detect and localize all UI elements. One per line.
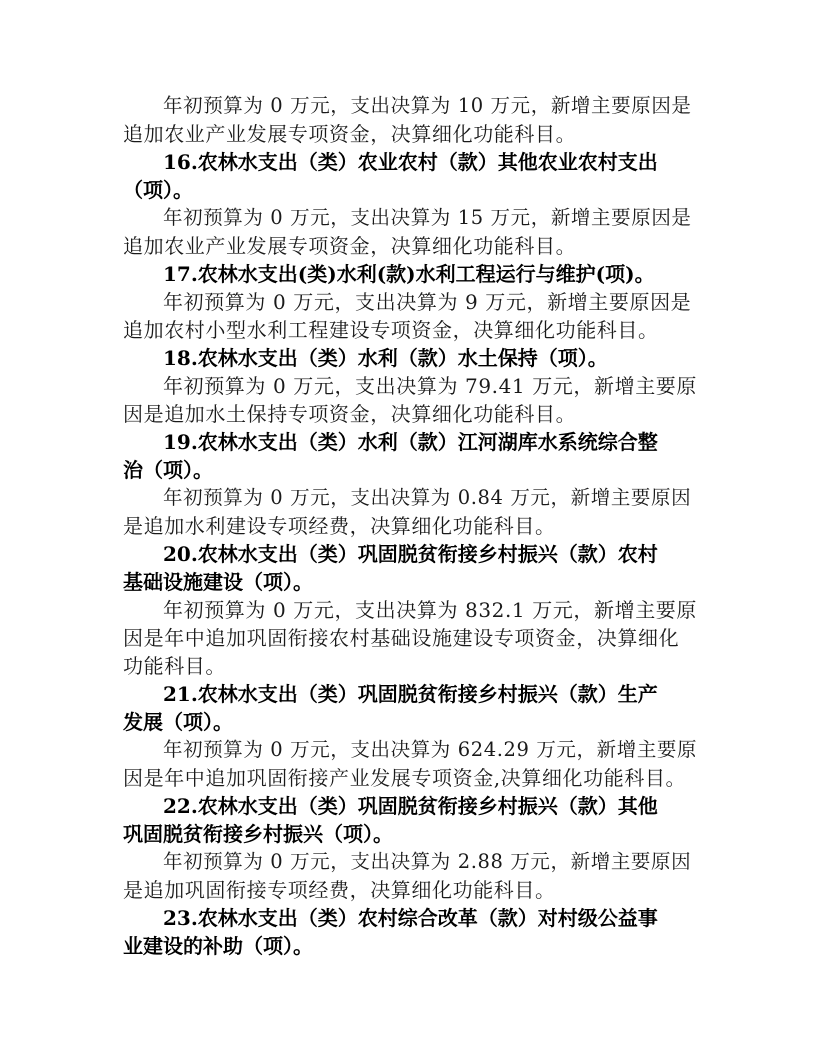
heading-line: 19.农林水支出（类）水利（款）江河湖库水系统综合整	[163, 430, 658, 454]
text-line: 因是年中追加巩固衔接农村基础设施建设专项资金，决算细化	[123, 626, 680, 650]
section-heading	[123, 680, 698, 736]
section-heading	[123, 148, 698, 204]
text-line: 年初预算为 0 万元，支出决算为 15 万元，新增主要原因是	[163, 206, 692, 229]
section-heading	[123, 428, 698, 484]
text-line: 因是年中追加巩固衔接产业发展专项资金,决算细化功能科目。	[123, 766, 687, 790]
heading-line: 18.农林水支出（类）水利（款）水土保持（项）。	[163, 346, 608, 370]
text-line: 年初预算为 0 万元，支出决算为 10 万元，新增主要原因是	[163, 94, 692, 117]
text-line: 年初预算为 0 万元，支出决算为 79.41 万元，新增主要原	[163, 374, 698, 398]
text-line: 年初预算为 0 万元，支出决算为 9 万元，新增主要原因是	[163, 290, 692, 314]
section-heading	[123, 540, 698, 596]
section-heading	[123, 260, 698, 288]
heading-line: 巩固脱贫衔接乡村振兴（项）。	[123, 822, 393, 846]
text-line: 年初预算为 0 万元，支出决算为 2.88 万元，新增主要原因	[163, 850, 692, 873]
heading-line: 22.农林水支出（类）巩固脱贫衔接乡村振兴（款）其他	[163, 794, 658, 818]
heading-line: 治（项）。	[123, 458, 213, 482]
body-paragraph	[123, 736, 698, 792]
section-heading	[123, 344, 698, 372]
heading-line: 20.农林水支出（类）巩固脱贫衔接乡村振兴（款）农村	[163, 542, 658, 566]
text-line: 因是追加水土保持专项资金，决算细化功能科目。	[123, 402, 577, 426]
body-paragraph	[123, 596, 698, 680]
text-line: 年初预算为 0 万元，支出决算为 0.84 万元，新增主要原因	[163, 486, 692, 509]
text-line: 年初预算为 0 万元，支出决算为 624.29 万元，新增主要原	[163, 738, 698, 761]
heading-line: 基础设施建设（项）。	[123, 570, 313, 594]
text-line: 功能科目。	[123, 654, 226, 678]
text-line: 是追加巩固衔接专项经费，决算细化功能科目。	[123, 878, 556, 902]
heading-line: 17.农林水支出(类)水利(款)水利工程运行与维护(项)。	[163, 262, 655, 286]
body-paragraph	[123, 288, 698, 344]
text-line: 是追加水利建设专项经费，决算细化功能科目。	[123, 514, 556, 538]
heading-line: 发展（项）。	[123, 710, 233, 734]
body-paragraph	[123, 92, 698, 148]
heading-line: （项）。	[123, 178, 193, 202]
heading-line: 16.农林水支出（类）农业农村（款）其他农业农村支出	[163, 150, 658, 174]
document-page	[123, 92, 698, 960]
heading-line: 业建设的补助（项）。	[123, 934, 313, 958]
text-line: 追加农业产业发展专项资金，决算细化功能科目。	[123, 234, 577, 258]
body-paragraph	[123, 848, 698, 904]
text-line: 追加农业产业发展专项资金，决算细化功能科目。	[123, 122, 577, 146]
body-paragraph	[123, 204, 698, 260]
section-heading	[123, 792, 698, 848]
body-paragraph	[123, 372, 698, 428]
heading-line: 21.农林水支出（类）巩固脱贫衔接乡村振兴（款）生产	[163, 682, 658, 706]
body-paragraph	[123, 484, 698, 540]
text-line: 年初预算为 0 万元，支出决算为 832.1 万元，新增主要原	[163, 598, 698, 622]
heading-line: 23.农林水支出（类）农村综合改革（款）对村级公益事	[163, 906, 658, 930]
section-heading	[123, 904, 698, 960]
text-line: 追加农村小型水利工程建设专项资金，决算细化功能科目。	[123, 318, 659, 342]
